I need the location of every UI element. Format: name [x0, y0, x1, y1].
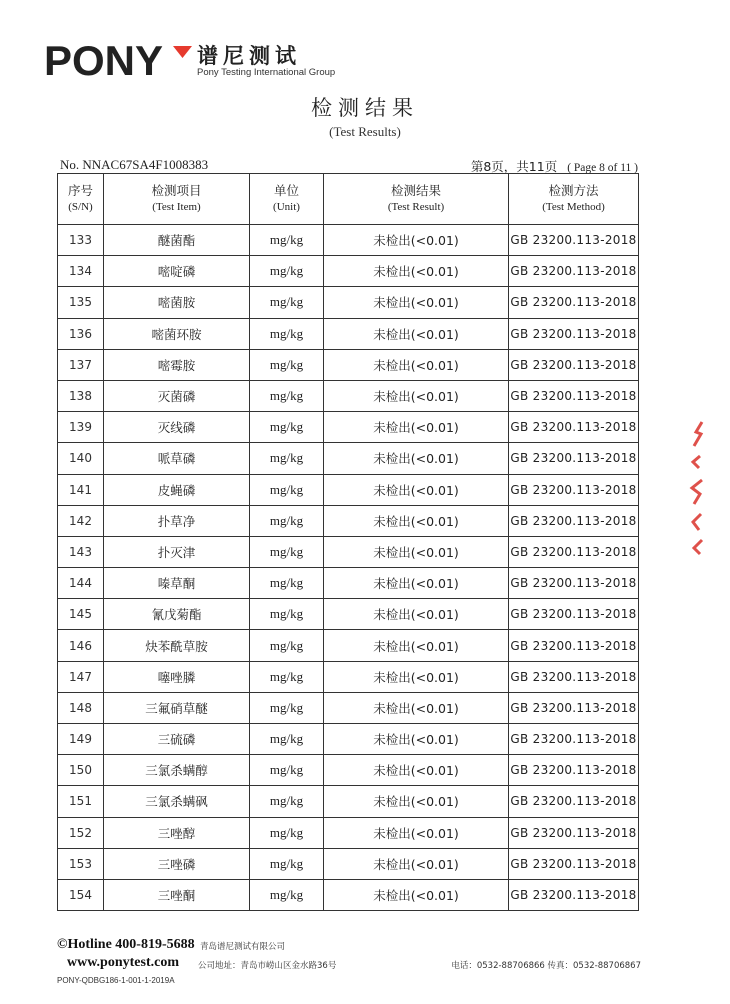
row-method: GB 23200.113-2018: [509, 318, 639, 349]
row-method: GB 23200.113-2018: [509, 724, 639, 755]
row-result: 未检出(<0.01): [324, 630, 509, 661]
row-method: GB 23200.113-2018: [509, 630, 639, 661]
row-method: GB 23200.113-2018: [509, 536, 639, 567]
row-unit: mg/kg: [250, 661, 324, 692]
row-unit: mg/kg: [250, 755, 324, 786]
row-result: 未检出(<0.01): [324, 879, 509, 910]
row-result: 未检出(<0.01): [324, 724, 509, 755]
logo-mark: [44, 40, 194, 82]
table-row: [58, 755, 639, 786]
row-sn: 136: [58, 318, 104, 349]
column-header-method: 检测方法 (Test Method): [509, 174, 639, 225]
row-test-item: 三氟硝草醚: [104, 692, 250, 723]
row-test-item: 皮蝇磷: [104, 474, 250, 505]
row-result: 未检出(<0.01): [324, 474, 509, 505]
row-sn: 153: [58, 848, 104, 879]
row-sn: 142: [58, 505, 104, 536]
table-row: [58, 412, 639, 443]
column-header-unit: 单位 (Unit): [250, 174, 324, 225]
row-unit: mg/kg: [250, 505, 324, 536]
row-unit: mg/kg: [250, 380, 324, 411]
row-test-item: 炔苯酰草胺: [104, 630, 250, 661]
row-unit: mg/kg: [250, 536, 324, 567]
row-method: GB 23200.113-2018: [509, 287, 639, 318]
table-row: [58, 692, 639, 723]
row-sn: 146: [58, 630, 104, 661]
row-result: 未检出(<0.01): [324, 786, 509, 817]
table-row: [58, 724, 639, 755]
row-test-item: 灭菌磷: [104, 380, 250, 411]
footer-company: 青岛谱尼测试有限公司: [200, 942, 286, 952]
row-sn: 133: [58, 225, 104, 256]
row-test-item: 噻唑膦: [104, 661, 250, 692]
logo-cn-name: 谱尼测试: [197, 44, 301, 68]
page-subtitle: (Test Results): [329, 124, 401, 139]
row-sn: 144: [58, 568, 104, 599]
row-test-item: 哌草磷: [104, 443, 250, 474]
footer-contact: 电话：0532-88706866 传真：0532-88706867: [451, 961, 641, 971]
row-unit: mg/kg: [250, 568, 324, 599]
table-row: [58, 536, 639, 567]
row-test-item: 三氯杀螨砜: [104, 786, 250, 817]
row-sn: 135: [58, 287, 104, 318]
row-method: GB 23200.113-2018: [509, 443, 639, 474]
seal-stamp-edge: [684, 418, 706, 558]
table-row: [58, 225, 639, 256]
row-unit: mg/kg: [250, 599, 324, 630]
page-indicator-en: ( Page 8 of 11 ): [567, 162, 638, 174]
table-row: [58, 318, 639, 349]
row-method: GB 23200.113-2018: [509, 661, 639, 692]
row-unit: mg/kg: [250, 443, 324, 474]
row-test-item: 扑草净: [104, 505, 250, 536]
row-sn: 151: [58, 786, 104, 817]
column-header-item: 检测项目 (Test Item): [104, 174, 250, 225]
row-result: 未检出(<0.01): [324, 318, 509, 349]
row-sn: 134: [58, 256, 104, 287]
row-sn: 150: [58, 755, 104, 786]
table-row: [58, 505, 639, 536]
row-unit: mg/kg: [250, 256, 324, 287]
table-row: [58, 848, 639, 879]
row-unit: mg/kg: [250, 474, 324, 505]
row-test-item: 醚菌酯: [104, 225, 250, 256]
table-row: [58, 287, 639, 318]
row-sn: 137: [58, 349, 104, 380]
row-sn: 145: [58, 599, 104, 630]
footer-address: 公司地址：青岛市崂山区金水路36号: [198, 961, 337, 971]
row-method: GB 23200.113-2018: [509, 786, 639, 817]
row-method: GB 23200.113-2018: [509, 380, 639, 411]
row-method: GB 23200.113-2018: [509, 692, 639, 723]
column-header-sn: 序号 (S/N): [58, 174, 104, 225]
row-result: 未检出(<0.01): [324, 536, 509, 567]
row-result: 未检出(<0.01): [324, 505, 509, 536]
row-method: GB 23200.113-2018: [509, 474, 639, 505]
footer-doc-number: PONY-QDBG186-1-001-1-2019A: [57, 976, 175, 985]
table-row: [58, 817, 639, 848]
row-result: 未检出(<0.01): [324, 661, 509, 692]
table-body: [58, 225, 639, 911]
row-result: 未检出(<0.01): [324, 848, 509, 879]
row-sn: 143: [58, 536, 104, 567]
row-sn: 140: [58, 443, 104, 474]
table-row: [58, 786, 639, 817]
table-row: [58, 256, 639, 287]
results-table: [57, 173, 639, 911]
page-indicator-cn: 第8页，共11页: [470, 159, 558, 174]
row-test-item: 三唑酮: [104, 879, 250, 910]
row-unit: mg/kg: [250, 318, 324, 349]
row-method: GB 23200.113-2018: [509, 599, 639, 630]
row-unit: mg/kg: [250, 225, 324, 256]
report-number: No. NNAC67SA4F1008383: [60, 157, 209, 172]
row-unit: mg/kg: [250, 287, 324, 318]
row-unit: mg/kg: [250, 817, 324, 848]
row-result: 未检出(<0.01): [324, 225, 509, 256]
logo-en-name: Pony Testing International Group: [197, 67, 336, 78]
row-method: GB 23200.113-2018: [509, 817, 639, 848]
row-sn: 139: [58, 412, 104, 443]
row-test-item: 嘧菌环胺: [104, 318, 250, 349]
row-result: 未检出(<0.01): [324, 256, 509, 287]
row-unit: mg/kg: [250, 349, 324, 380]
row-sn: 152: [58, 817, 104, 848]
logo-accent-triangle: [173, 46, 192, 58]
table-header-row: [58, 174, 639, 225]
row-method: GB 23200.113-2018: [509, 568, 639, 599]
row-sn: 154: [58, 879, 104, 910]
row-test-item: 三唑磷: [104, 848, 250, 879]
column-header-result: 检测结果 (Test Result): [324, 174, 509, 225]
row-unit: mg/kg: [250, 879, 324, 910]
row-sn: 148: [58, 692, 104, 723]
page-title: 检测结果: [311, 96, 419, 120]
row-test-item: 三氯杀螨醇: [104, 755, 250, 786]
footer-hotline: ©Hotline 400-819-5688: [57, 937, 195, 952]
row-test-item: 嘧霉胺: [104, 349, 250, 380]
row-sn: 147: [58, 661, 104, 692]
table-row: [58, 879, 639, 910]
table-row: [58, 599, 639, 630]
row-unit: mg/kg: [250, 692, 324, 723]
table-row: [58, 380, 639, 411]
row-test-item: 灭线磷: [104, 412, 250, 443]
footer-website[interactable]: www.ponytest.com: [67, 955, 179, 970]
row-unit: mg/kg: [250, 724, 324, 755]
table-row: [58, 349, 639, 380]
row-test-item: 嘧菌胺: [104, 287, 250, 318]
row-test-item: 嗪草酮: [104, 568, 250, 599]
row-result: 未检出(<0.01): [324, 568, 509, 599]
row-result: 未检出(<0.01): [324, 287, 509, 318]
row-unit: mg/kg: [250, 786, 324, 817]
logo-word: PONY: [44, 40, 164, 82]
row-method: GB 23200.113-2018: [509, 412, 639, 443]
row-sn: 149: [58, 724, 104, 755]
row-method: GB 23200.113-2018: [509, 256, 639, 287]
table-row: [58, 474, 639, 505]
row-test-item: 三唑醇: [104, 817, 250, 848]
row-result: 未检出(<0.01): [324, 817, 509, 848]
row-result: 未检出(<0.01): [324, 692, 509, 723]
row-method: GB 23200.113-2018: [509, 848, 639, 879]
row-method: GB 23200.113-2018: [509, 505, 639, 536]
table-row: [58, 661, 639, 692]
row-result: 未检出(<0.01): [324, 380, 509, 411]
row-result: 未检出(<0.01): [324, 443, 509, 474]
row-method: GB 23200.113-2018: [509, 225, 639, 256]
row-method: GB 23200.113-2018: [509, 879, 639, 910]
row-result: 未检出(<0.01): [324, 599, 509, 630]
row-test-item: 氰戊菊酯: [104, 599, 250, 630]
row-result: 未检出(<0.01): [324, 412, 509, 443]
row-sn: 141: [58, 474, 104, 505]
table-row: [58, 568, 639, 599]
row-method: GB 23200.113-2018: [509, 349, 639, 380]
table-row: [58, 630, 639, 661]
row-result: 未检出(<0.01): [324, 349, 509, 380]
row-sn: 138: [58, 380, 104, 411]
row-test-item: 扑灭津: [104, 536, 250, 567]
row-result: 未检出(<0.01): [324, 755, 509, 786]
row-unit: mg/kg: [250, 412, 324, 443]
row-unit: mg/kg: [250, 630, 324, 661]
row-test-item: 三硫磷: [104, 724, 250, 755]
row-test-item: 嘧啶磷: [104, 256, 250, 287]
row-method: GB 23200.113-2018: [509, 755, 639, 786]
table-row: [58, 443, 639, 474]
row-unit: mg/kg: [250, 848, 324, 879]
